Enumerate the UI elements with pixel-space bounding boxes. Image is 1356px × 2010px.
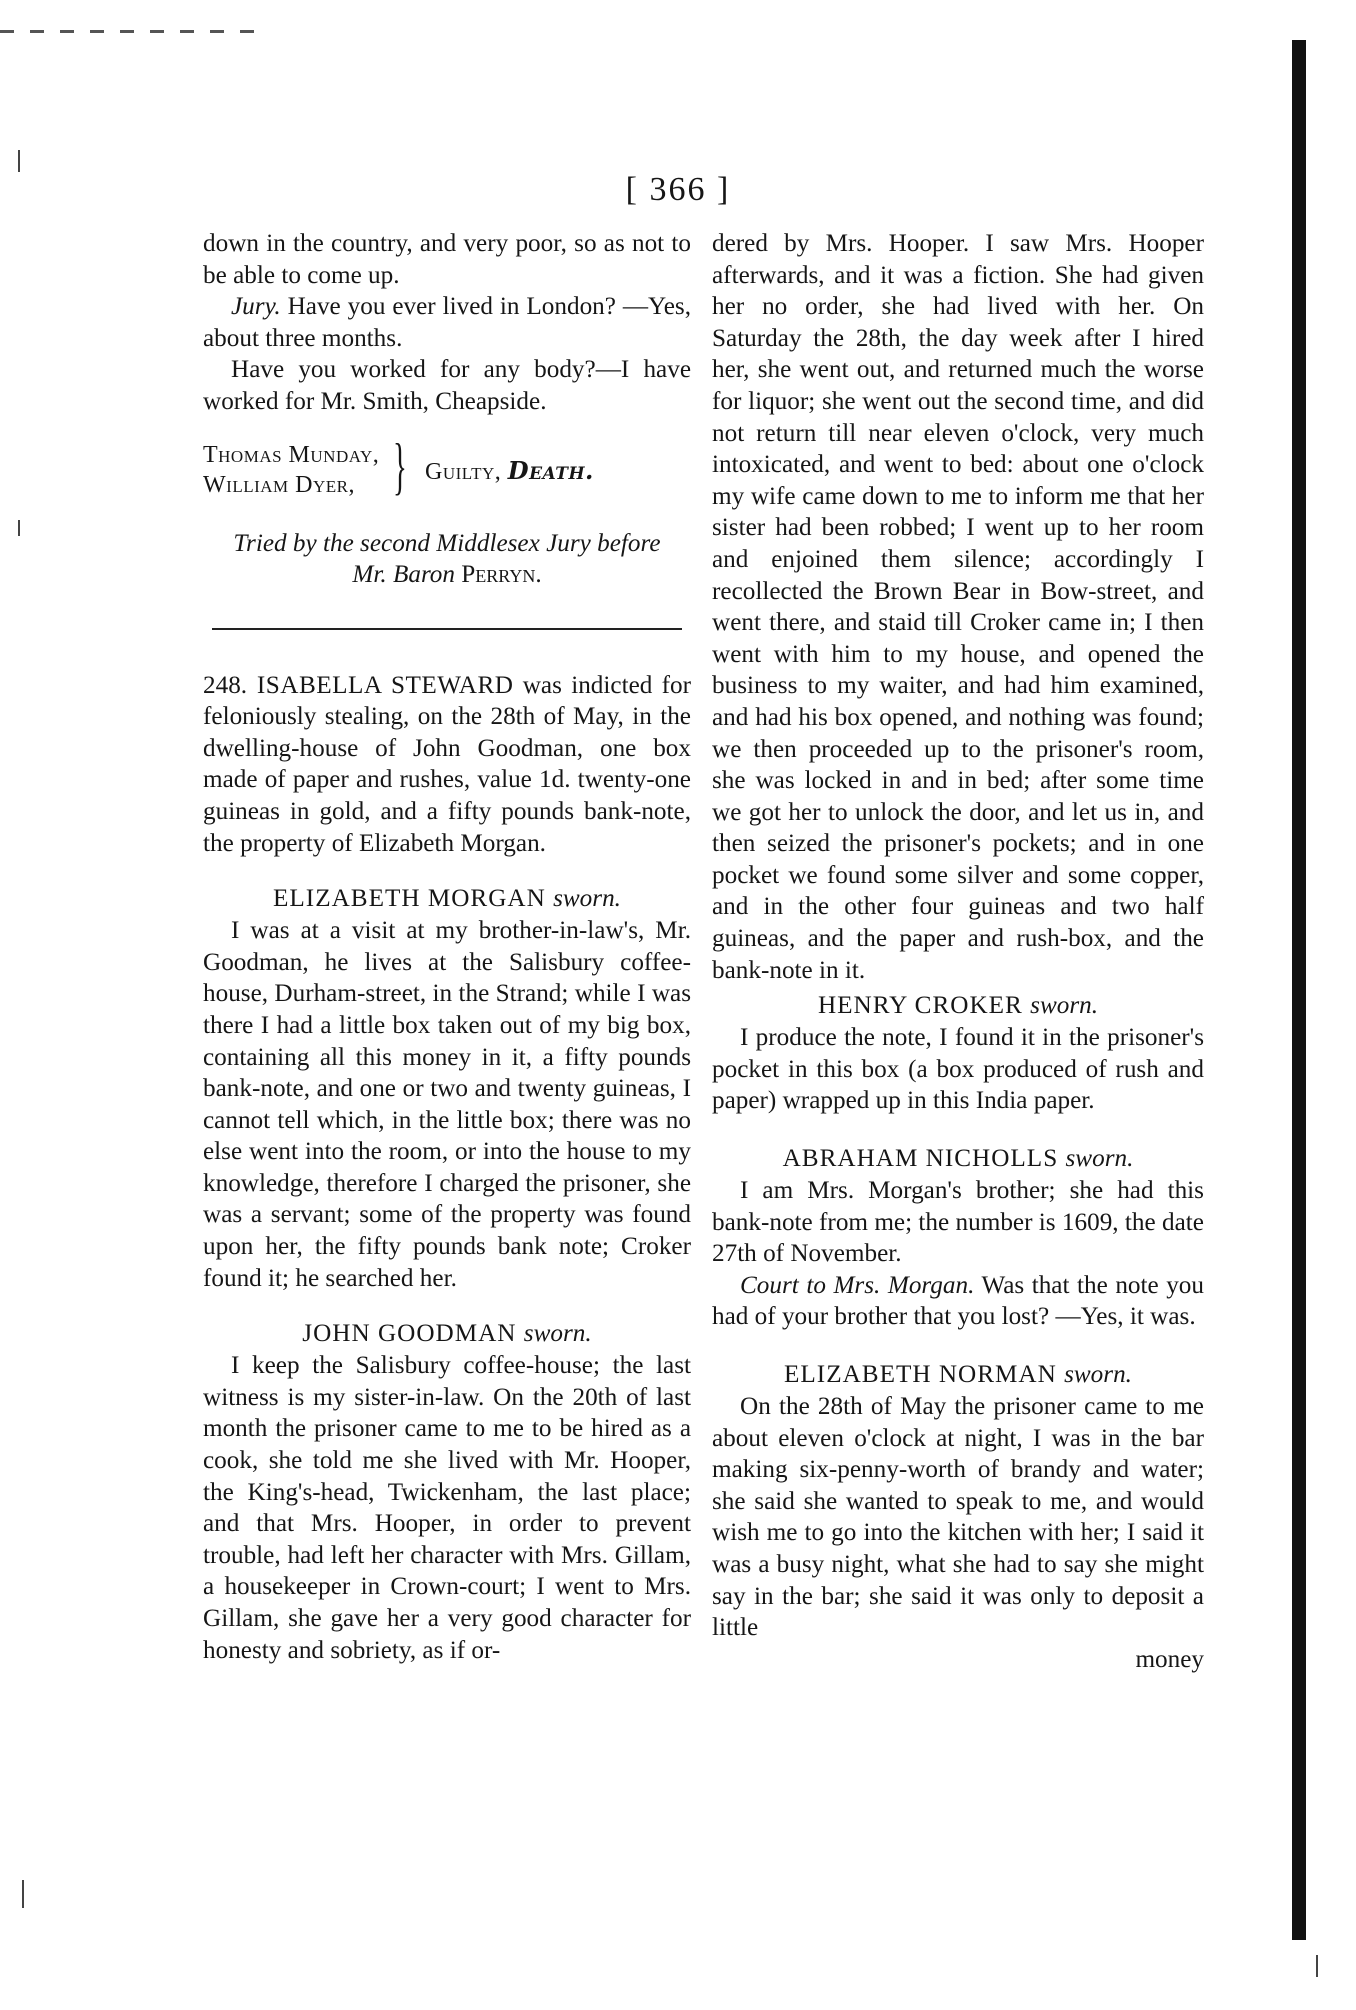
question-text: Have you ever lived in London? —Yes, about three months. [203, 293, 691, 352]
court-question [712, 1270, 1204, 1333]
right-column [712, 228, 1204, 1675]
testimony: On the 28th of May the prisoner came to me about eleven o'clock at night, I was in the bar making six-penny-worth of brandy and water; she said she wanted to speak to me, and would wish me to go into the kitchen with her; I said it was a busy night, what she had to say she might say in the bar; she said it was only to deposit a little [712, 1393, 1204, 1642]
scan-margin-mark [18, 520, 20, 536]
scan-edge-shadow [1292, 40, 1306, 1940]
scan-margin-mark [18, 150, 20, 172]
trial-note [203, 528, 691, 590]
case-statement [203, 670, 691, 860]
testimony: I am Mrs. Morgan's brother; she had this bank-note from me; the number is 1609, the date 27th of November. [712, 1177, 1204, 1268]
sworn-label: sworn. [1065, 1145, 1134, 1173]
scan-margin-mark [1316, 1955, 1318, 1977]
section-divider [212, 628, 682, 630]
jury-question [203, 291, 691, 354]
case-number: 248. [203, 671, 248, 699]
defendant-name: ISABELLA STEWARD [247, 671, 514, 699]
left-column [203, 228, 691, 1666]
sworn-label: sworn. [1030, 992, 1099, 1020]
testimony: I was at a visit at my brother-in-law's, Mr. Goodman, he lives at the Salisbury coffee-house, Durham-street, in the Strand; while I was there I had a little box taken out of my big box, containing all this money in it, a fifty pounds bank-note, and one or two and twenty guineas, I cannot tell which, in the little box; there was no else went into the room, or into the house to my knowledge, therefore I charged the prisoner, she was a servant; some of the property was found upon her, the fifty pounds bank note; Croker found it; he searched her. [203, 917, 691, 1292]
paragraph: Have you worked for any body?—I have worked for Mr. Smith, Cheapside. [203, 356, 691, 415]
verdict-guilty: Guilty, [425, 458, 502, 485]
trial-note-line [203, 559, 691, 590]
defendant-names [203, 440, 379, 500]
sworn-label: sworn. [553, 885, 621, 913]
sworn-label: sworn. [1064, 1361, 1132, 1388]
verdict-result [425, 455, 594, 489]
witness-name: HENRY CROKER [817, 992, 1031, 1020]
witness-name: ELIZABETH MORGAN [273, 885, 554, 913]
witness-name: JOHN GOODMAN [302, 1320, 524, 1348]
trial-note-line: Tried by the second Middlesex Jury before [233, 529, 661, 557]
judge-title: Mr. Baron [352, 560, 462, 588]
speaker-label: Jury. [231, 293, 281, 321]
witness-heading [203, 883, 691, 915]
speaker-label: Court to Mrs. Morgan. [740, 1271, 975, 1299]
judge-name: Perryn. [461, 560, 542, 588]
page-number: [ 366 ] [625, 171, 731, 208]
verdict-sentence: Death. [507, 455, 594, 485]
grouping-brace: } [393, 429, 407, 501]
indictment-text: was indicted for feloniously stealing, on the 28th of May, in the dwelling-house of John Goodman, one box made of paper and rushes, value 1d. twenty-one guineas in gold, and a fifty pounds bank-note, the property of Elizabeth Morgan. [203, 671, 691, 857]
scan-artifact-dashes [0, 30, 270, 33]
defendant-name: Thomas Munday, [203, 441, 380, 468]
witness-heading [712, 1359, 1204, 1391]
testimony-continued: dered by Mrs. Hooper. I saw Mrs. Hooper afterwards, and it was a fiction. She had given her no order, she had lived with her. On Saturday the 28th, the day week after I hired her, she went out, and returned much the worse for liquor; she went out the second time, and did not return till near eleven o'clock, very much intoxicated, and went to bed: about one o'clock my wife came down to me to inform me that her sister had been robbed; I went up to her room and enjoined them silence; accordingly I recollected the Brown Bear in Bow-street, and went there, and staid till Croker came in; I then went with him to my house, and opened the business to my waiter, and had him examined, and had his box opened, and nothing was found; we then proceeded up to the prisoner's room, she was locked in and in bed; after some time we got her to unlock the door, and let us in, and then seized the prisoner's pockets; and in one pocket we found some silver and some copper, and in the other four guineas and two half guineas, and the paper and rush-box, and the bank-note in it. [712, 230, 1204, 984]
defendant-name: William Dyer, [203, 471, 355, 498]
witness-heading [712, 990, 1204, 1022]
witness-heading [712, 1143, 1204, 1175]
catchword: money [1135, 1645, 1204, 1673]
testimony: I keep the Salisbury coffee-house; the last witness is my sister-in-law. On the 20th of last month the prisoner came to me to be hired as a cook, she told me she lived with Mr. Hooper, the King's-head, Twickenham, the last place; and that Mrs. Hooper, in order to prevent trouble, had left her character with Mrs. Gillam, a housekeeper in Crown-court; I went to Mrs. Gillam, she gave her a very good character for honesty and sobriety, as if or- [203, 1352, 691, 1664]
sworn-label: sworn. [523, 1320, 592, 1348]
scan-margin-mark [22, 1880, 24, 1908]
testimony: I produce the note, I found it in the prisoner's pocket in this box (a box produced of rush and paper) wrapped up in this India paper. [712, 1024, 1204, 1115]
paragraph: down in the country, and very poor, so as not to be able to come up. [203, 230, 691, 289]
verdict-block [203, 429, 691, 502]
witness-heading [203, 1318, 691, 1350]
witness-name: ELIZABETH NORMAN [784, 1361, 1065, 1388]
witness-name: ABRAHAM NICHOLLS [782, 1145, 1066, 1173]
question-text: Was that the note you had of your brother that you lost? —Yes, it was. [712, 1271, 1204, 1331]
